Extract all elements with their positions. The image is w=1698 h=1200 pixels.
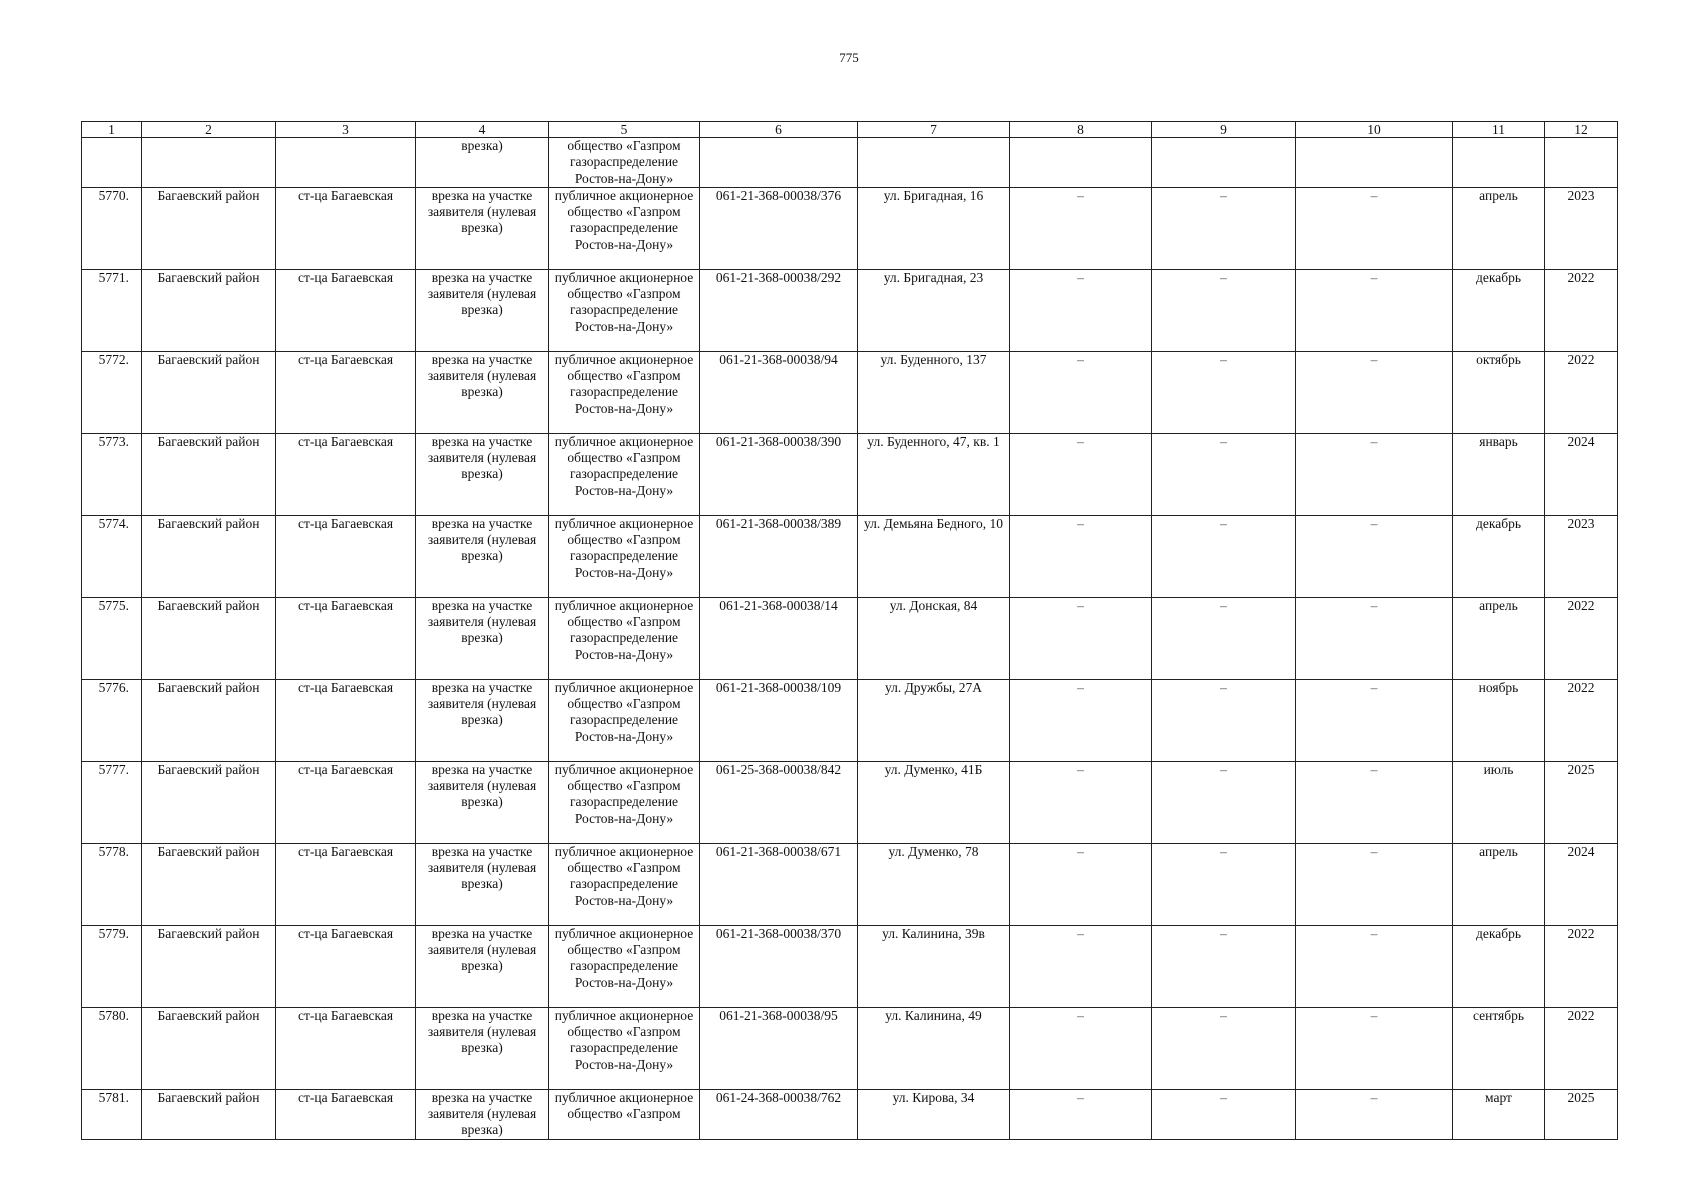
col-header: 2 (142, 122, 276, 138)
cell-address: ул. Донская, 84 (858, 597, 1010, 679)
cell-year: 2023 (1545, 515, 1618, 597)
cell-col9: – (1152, 679, 1296, 761)
table-row (82, 761, 1618, 843)
cell-col9: – (1152, 1089, 1296, 1139)
col-header: 10 (1296, 122, 1453, 138)
cell-organization: публичное акционерное общество «Газпром газораспределение Ростов-на-Дону» (549, 351, 700, 433)
cell-year: 2022 (1545, 925, 1618, 1007)
cell-col10: – (1296, 597, 1453, 679)
cell-col9: – (1152, 187, 1296, 269)
cell-month: июль (1453, 761, 1545, 843)
cell-type: врезка на участке заявителя (нулевая врезка) (416, 433, 549, 515)
cell-address: ул. Бригадная, 23 (858, 269, 1010, 351)
cell-type: врезка на участке заявителя (нулевая врезка) (416, 1089, 549, 1139)
cell-col8: – (1010, 925, 1152, 1007)
cell-address: ул. Думенко, 78 (858, 843, 1010, 925)
cell-settlement: ст-ца Багаевская (276, 843, 416, 925)
col-header: 4 (416, 122, 549, 138)
cell-organization: публичное акционерное общество «Газпром газораспределение Ростов-на-Дону» (549, 597, 700, 679)
cell-type: врезка на участке заявителя (нулевая врезка) (416, 187, 549, 269)
cell-settlement: ст-ца Багаевская (276, 1007, 416, 1089)
cell-organization: публичное акционерное общество «Газпром газораспределение Ростов-на-Дону» (549, 843, 700, 925)
cell-number: 5781. (82, 1089, 142, 1139)
cell-year (1545, 138, 1618, 188)
table-row (82, 433, 1618, 515)
cell-district: Багаевский район (142, 1007, 276, 1089)
cell-organization: публичное акционерное общество «Газпром газораспределение Ростов-на-Дону» (549, 515, 700, 597)
cell-settlement: ст-ца Багаевская (276, 679, 416, 761)
cell-col10: – (1296, 433, 1453, 515)
cell-type: врезка на участке заявителя (нулевая врезка) (416, 843, 549, 925)
cell-organization: публичное акционерное общество «Газпром газораспределение Ростов-на-Дону» (549, 1007, 700, 1089)
cell-number: 5780. (82, 1007, 142, 1089)
cell-year: 2022 (1545, 351, 1618, 433)
cell-year: 2024 (1545, 433, 1618, 515)
cell-district: Багаевский район (142, 269, 276, 351)
cell-district: Багаевский район (142, 761, 276, 843)
cell-organization: публичное акционерное общество «Газпром (549, 1089, 700, 1139)
cell-code: 061-21-368-00038/671 (700, 843, 858, 925)
cell-col10: – (1296, 1007, 1453, 1089)
col-header: 11 (1453, 122, 1545, 138)
cell-district: Багаевский район (142, 187, 276, 269)
cell-col10: – (1296, 351, 1453, 433)
cell-organization: общество «Газпром газораспределение Ростов-на-Дону» (549, 138, 700, 188)
cell-col8: – (1010, 597, 1152, 679)
cell-col8: – (1010, 433, 1152, 515)
table-body (82, 138, 1618, 1140)
cell-type: врезка на участке заявителя (нулевая врезка) (416, 679, 549, 761)
cell-number: 5770. (82, 187, 142, 269)
cell-col10: – (1296, 187, 1453, 269)
cell-col8: – (1010, 1007, 1152, 1089)
cell-address: ул. Буденного, 137 (858, 351, 1010, 433)
cell-month: апрель (1453, 597, 1545, 679)
cell-settlement: ст-ца Багаевская (276, 351, 416, 433)
cell-col10: – (1296, 843, 1453, 925)
cell-col9: – (1152, 351, 1296, 433)
col-header: 7 (858, 122, 1010, 138)
cell-address: ул. Калинина, 49 (858, 1007, 1010, 1089)
col-header: 3 (276, 122, 416, 138)
cell-code: 061-21-368-00038/376 (700, 187, 858, 269)
cell-settlement (276, 138, 416, 188)
cell-month: апрель (1453, 187, 1545, 269)
cell-col8: – (1010, 515, 1152, 597)
cell-district (142, 138, 276, 188)
cell-code: 061-21-368-00038/389 (700, 515, 858, 597)
cell-address: ул. Думенко, 41Б (858, 761, 1010, 843)
cell-col8: – (1010, 843, 1152, 925)
cell-organization: публичное акционерное общество «Газпром газораспределение Ростов-на-Дону» (549, 761, 700, 843)
cell-col8: – (1010, 679, 1152, 761)
cell-month: декабрь (1453, 269, 1545, 351)
cell-year: 2022 (1545, 679, 1618, 761)
cell-month: сентябрь (1453, 1007, 1545, 1089)
cell-code: 061-21-368-00038/95 (700, 1007, 858, 1089)
cell-col10: – (1296, 761, 1453, 843)
cell-col10: – (1296, 925, 1453, 1007)
cell-district: Багаевский район (142, 351, 276, 433)
cell-type: врезка на участке заявителя (нулевая врезка) (416, 597, 549, 679)
cell-district: Багаевский район (142, 597, 276, 679)
cell-address: ул. Буденного, 47, кв. 1 (858, 433, 1010, 515)
cell-number: 5773. (82, 433, 142, 515)
cell-col9: – (1152, 433, 1296, 515)
col-header: 6 (700, 122, 858, 138)
cell-settlement: ст-ца Багаевская (276, 597, 416, 679)
cell-settlement: ст-ца Багаевская (276, 761, 416, 843)
cell-organization: публичное акционерное общество «Газпром газораспределение Ростов-на-Дону» (549, 269, 700, 351)
cell-district: Багаевский район (142, 515, 276, 597)
cell-number: 5771. (82, 269, 142, 351)
cell-organization: публичное акционерное общество «Газпром газораспределение Ростов-на-Дону» (549, 925, 700, 1007)
cell-settlement: ст-ца Багаевская (276, 925, 416, 1007)
cell-number: 5779. (82, 925, 142, 1007)
cell-address: ул. Калинина, 39в (858, 925, 1010, 1007)
cell-number: 5772. (82, 351, 142, 433)
cell-settlement: ст-ца Багаевская (276, 187, 416, 269)
table-row-continuation (82, 138, 1618, 188)
cell-col10: – (1296, 515, 1453, 597)
cell-number: 5775. (82, 597, 142, 679)
cell-organization: публичное акционерное общество «Газпром газораспределение Ростов-на-Дону» (549, 433, 700, 515)
cell-code: 061-21-368-00038/390 (700, 433, 858, 515)
cell-type: врезка на участке заявителя (нулевая врезка) (416, 351, 549, 433)
cell-number: 5778. (82, 843, 142, 925)
cell-address (858, 138, 1010, 188)
cell-col9: – (1152, 597, 1296, 679)
cell-type: врезка на участке заявителя (нулевая врезка) (416, 761, 549, 843)
cell-district: Багаевский район (142, 1089, 276, 1139)
cell-year: 2025 (1545, 1089, 1618, 1139)
cell-organization: публичное акционерное общество «Газпром газораспределение Ростов-на-Дону» (549, 187, 700, 269)
table-row (82, 925, 1618, 1007)
cell-year: 2024 (1545, 843, 1618, 925)
cell-month: ноябрь (1453, 679, 1545, 761)
cell-number: 5774. (82, 515, 142, 597)
cell-col10: – (1296, 1089, 1453, 1139)
registry-table (81, 121, 1618, 1140)
cell-col10: – (1296, 269, 1453, 351)
cell-col9: – (1152, 925, 1296, 1007)
cell-code (700, 138, 858, 188)
cell-year: 2022 (1545, 597, 1618, 679)
col-header: 1 (82, 122, 142, 138)
cell-settlement: ст-ца Багаевская (276, 1089, 416, 1139)
cell-col8: – (1010, 1089, 1152, 1139)
cell-type: врезка) (416, 138, 549, 188)
cell-number (82, 138, 142, 188)
cell-address: ул. Кирова, 34 (858, 1089, 1010, 1139)
cell-col9: – (1152, 515, 1296, 597)
cell-year: 2022 (1545, 1007, 1618, 1089)
cell-district: Багаевский район (142, 433, 276, 515)
table-row (82, 843, 1618, 925)
cell-settlement: ст-ца Багаевская (276, 269, 416, 351)
cell-year: 2025 (1545, 761, 1618, 843)
table-header (82, 122, 1618, 138)
cell-code: 061-21-368-00038/109 (700, 679, 858, 761)
cell-code: 061-21-368-00038/14 (700, 597, 858, 679)
cell-district: Багаевский район (142, 843, 276, 925)
cell-month: декабрь (1453, 925, 1545, 1007)
cell-month: октябрь (1453, 351, 1545, 433)
cell-col9: – (1152, 1007, 1296, 1089)
cell-organization: публичное акционерное общество «Газпром газораспределение Ростов-на-Дону» (549, 679, 700, 761)
cell-code: 061-21-368-00038/94 (700, 351, 858, 433)
cell-col8: – (1010, 187, 1152, 269)
cell-year: 2022 (1545, 269, 1618, 351)
cell-col9: – (1152, 761, 1296, 843)
cell-code: 061-21-368-00038/370 (700, 925, 858, 1007)
cell-type: врезка на участке заявителя (нулевая врезка) (416, 925, 549, 1007)
col-header: 8 (1010, 122, 1152, 138)
cell-district: Багаевский район (142, 925, 276, 1007)
table-row (82, 597, 1618, 679)
table-row (82, 351, 1618, 433)
cell-code: 061-25-368-00038/842 (700, 761, 858, 843)
cell-type: врезка на участке заявителя (нулевая врезка) (416, 1007, 549, 1089)
cell-col8: – (1010, 351, 1152, 433)
cell-col8: – (1010, 761, 1152, 843)
col-header: 12 (1545, 122, 1618, 138)
table-row (82, 515, 1618, 597)
cell-number: 5777. (82, 761, 142, 843)
cell-code: 061-24-368-00038/762 (700, 1089, 858, 1139)
cell-type: врезка на участке заявителя (нулевая врезка) (416, 515, 549, 597)
cell-code: 061-21-368-00038/292 (700, 269, 858, 351)
cell-col9 (1152, 138, 1296, 188)
cell-col10: – (1296, 679, 1453, 761)
cell-col8 (1010, 138, 1152, 188)
cell-month: апрель (1453, 843, 1545, 925)
cell-settlement: ст-ца Багаевская (276, 515, 416, 597)
cell-month (1453, 138, 1545, 188)
table-row (82, 269, 1618, 351)
cell-month: январь (1453, 433, 1545, 515)
table-row (82, 679, 1618, 761)
cell-number: 5776. (82, 679, 142, 761)
cell-col8: – (1010, 269, 1152, 351)
page-number: 775 (839, 50, 859, 65)
table-row (82, 1089, 1618, 1139)
cell-month: март (1453, 1089, 1545, 1139)
cell-address: ул. Бригадная, 16 (858, 187, 1010, 269)
cell-address: ул. Демьяна Бедного, 10 (858, 515, 1010, 597)
cell-district: Багаевский район (142, 679, 276, 761)
table-row (82, 1007, 1618, 1089)
cell-settlement: ст-ца Багаевская (276, 433, 416, 515)
cell-col10 (1296, 138, 1453, 188)
cell-type: врезка на участке заявителя (нулевая врезка) (416, 269, 549, 351)
cell-month: декабрь (1453, 515, 1545, 597)
table-row (82, 187, 1618, 269)
cell-col9: – (1152, 843, 1296, 925)
cell-address: ул. Дружбы, 27А (858, 679, 1010, 761)
cell-year: 2023 (1545, 187, 1618, 269)
cell-col9: – (1152, 269, 1296, 351)
col-header: 9 (1152, 122, 1296, 138)
col-header: 5 (549, 122, 700, 138)
